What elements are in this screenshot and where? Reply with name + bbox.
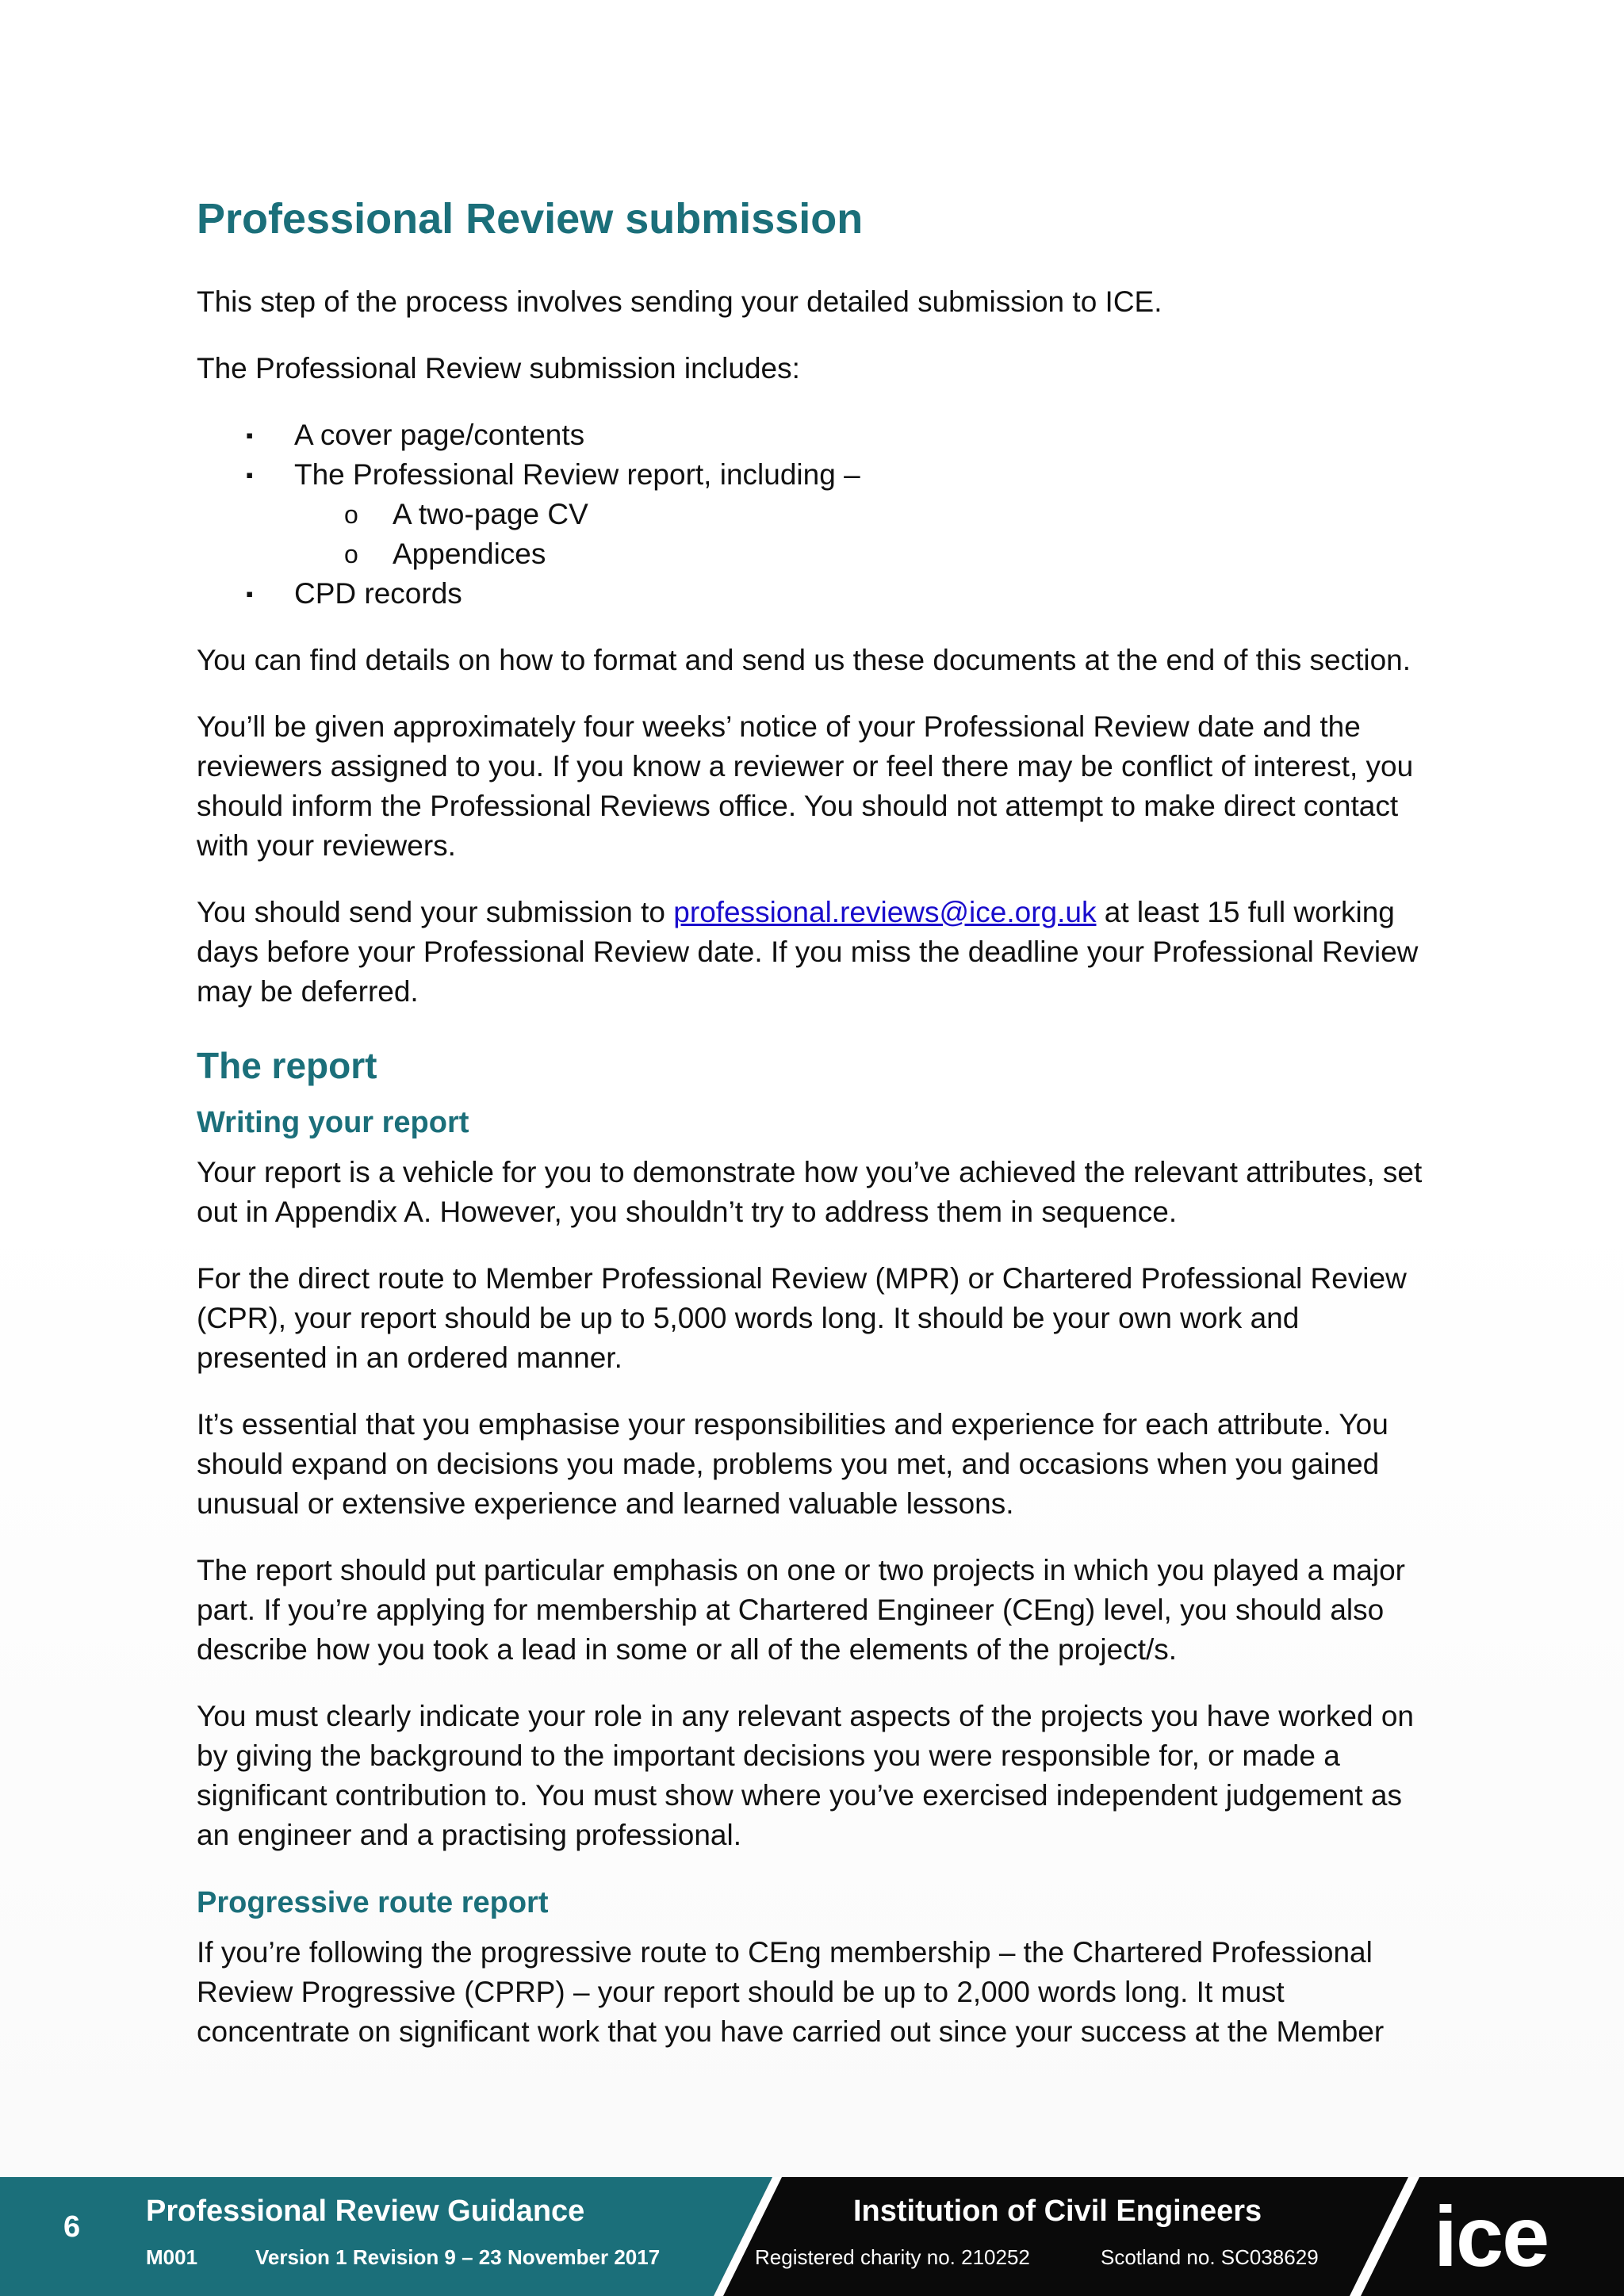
list-item-text: A two-page CV [393, 498, 588, 530]
progressive-paragraph: If you’re following the progressive route to CEng membership – the Chartered Professional Review Progressive (CPRP) – your report should be up to 2,000 words long. It must concentrate on significant work that you have carried out since your success at the Member [197, 1936, 1385, 2048]
sub-list-item [197, 495, 1434, 534]
list-item-text: A cover page/contents [294, 419, 585, 451]
list-item-text: The Professional Review report, including – [294, 458, 860, 491]
emphasis-paragraph: The report should put particular emphasis on one or two projects in which you played a major part. If you’re applying for membership at Chartered Engineer (CEng) level, you should also describe how you took a lead in some or all of the elements of the project/s. [197, 1554, 1405, 1666]
footer-charity-number: Registered charity no. 210252 [755, 2245, 1030, 2269]
footer-document-title: Professional Review Guidance [146, 2195, 585, 2228]
footer-institution-name: Institution of Civil Engineers [853, 2195, 1262, 2228]
notice-paragraph: You’ll be given approximately four weeks’ notice of your Professional Review date and the reviewers assigned to you. If you know a reviewer or feel there may be conflict of interest, you should inform the Professional Reviews office. You should not attempt to make direct contact with your reviewers. [197, 710, 1414, 862]
vehicle-paragraph: Your report is a vehicle for you to demonstrate how you’ve achieved the relevant attributes, set out in Appendix A. However, you shouldn’t try to address them in sequence. [197, 1156, 1423, 1228]
bullet-square-icon: ▪ [246, 582, 254, 606]
subheading-writing-report: Writing your report [197, 1106, 469, 1139]
list-item-text: CPD records [294, 577, 462, 610]
format-details-paragraph: You can find details on how to format and send us these documents at the end of this section. [197, 644, 1411, 676]
page-title: Professional Review submission [197, 195, 864, 243]
page-footer [0, 2177, 1624, 2296]
footer-document-code: M001 [146, 2245, 198, 2269]
role-paragraph: You must clearly indicate your role in any relevant aspects of the projects you have worked on by giving the background to the important decisions you were responsible for, or made a significant contribution to. You must show where you’ve exercised independent judgement as an engineer and a practising professional. [197, 1700, 1414, 1851]
bullet-circle-icon: o [344, 500, 358, 529]
footer-scotland-number: Scotland no. SC038629 [1101, 2245, 1319, 2269]
subheading-progressive-route: Progressive route report [197, 1886, 549, 1919]
direct-route-paragraph: For the direct route to Member Professional Review (MPR) or Chartered Professional Review (CPR), your report should be up to 5,000 words long. It should be your own work and presented in an ordered manner. [197, 1262, 1407, 1374]
ice-logo: ice [1434, 2188, 1549, 2284]
essential-paragraph: It’s essential that you emphasise your responsibilities and experience for each attribute. You should expand on decisions you made, problems you met, and occasions when you gained unusual or extensive experience and learned valuable lessons. [197, 1408, 1388, 1520]
page-number: 6 [63, 2210, 81, 2244]
deadline-text-post: at least 15 full working days before your Professional Review date. If you miss the deadline your Professional Review may be deferred. [197, 896, 1419, 1008]
deadline-text-pre: You should send your submission to [197, 896, 674, 928]
submission-contents-list [197, 415, 1434, 614]
list-item [197, 415, 1434, 455]
section-heading-report: The report [197, 1045, 377, 1086]
deadline-paragraph [197, 893, 1434, 1012]
bullet-square-icon: ▪ [246, 423, 254, 447]
document-body [197, 190, 1434, 2079]
intro-paragraph: This step of the process involves sending your detailed submission to ICE. [197, 285, 1162, 318]
footer-version: Version 1 Revision 9 – 23 November 2017 [255, 2245, 661, 2269]
sub-list-item [197, 534, 1434, 574]
bullet-square-icon: ▪ [246, 463, 254, 487]
list-item [197, 574, 1434, 614]
list-item-text: Appendices [393, 538, 546, 570]
email-link[interactable]: professional.reviews@ice.org.uk [673, 896, 1097, 928]
list-item [197, 455, 1434, 495]
includes-intro: The Professional Review submission includes: [197, 352, 800, 385]
bullet-circle-icon: o [344, 540, 358, 568]
